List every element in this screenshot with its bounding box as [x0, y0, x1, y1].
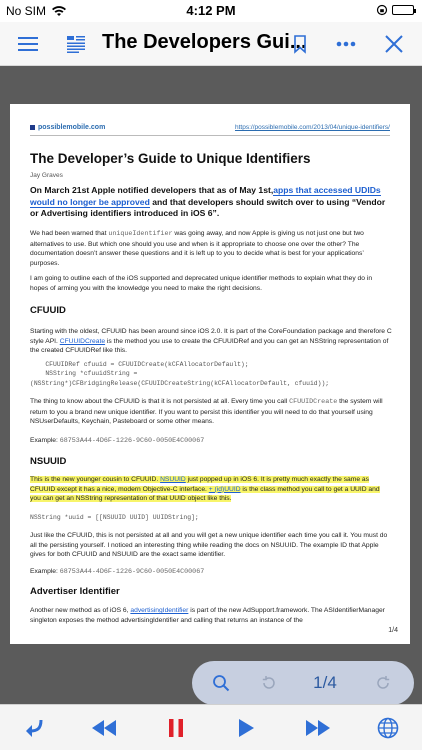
close-button[interactable]	[378, 28, 410, 60]
return-arrow-icon	[23, 717, 45, 739]
menu-button[interactable]	[12, 28, 44, 60]
fast-forward-button[interactable]	[302, 712, 334, 744]
nav-bar	[0, 22, 422, 66]
intro-paragraph-1: We had been warned that uniqueIdentifier was going away, and now Apple is giving us not just one but two alternatives to use. But which one should you use and when is it appropriate to choose one over the other? The documentation doesn’t answer these questions and it is left up to you to decide what is best for your applications’ purposes.	[30, 230, 364, 267]
more-options-button[interactable]	[330, 28, 362, 60]
rotate-left-button[interactable]	[252, 661, 286, 705]
article-author: Jay Graves	[30, 172, 63, 179]
pause-icon	[168, 718, 184, 738]
ellipsis-icon	[336, 41, 356, 47]
logo-square-icon	[30, 125, 35, 130]
search-button[interactable]	[204, 661, 238, 705]
page-indicator: 1/4	[388, 627, 398, 634]
bookmark-icon	[293, 35, 307, 53]
intro-paragraph-2: I am going to outline each of the iOS supported and deprecated unique identifier methods to explain what they do in hopes of arming you with the knowledge you need to make the right decisions.	[30, 275, 373, 292]
play-button[interactable]	[230, 712, 262, 744]
rotate-right-button[interactable]	[366, 661, 400, 705]
page-header	[30, 122, 390, 136]
nsuuid-code: NSString *uuid = [[NSUUID UUID] UUIDString];	[30, 514, 199, 521]
advertiser-paragraph-1: Another new method as of iOS 6, advertisingIdentifier is part of the new AdSupport.framework. The ASIdentifierManager singleton exposes the method advertisingIdentifier and calling that returns an instance of the	[30, 607, 385, 624]
cfuuid-example: Example: 68753A44-4D6F-1226-9C60-0050E4C00067	[30, 437, 205, 445]
article-title: The Developer’s Guide to Unique Identifiers	[30, 151, 311, 166]
pause-button[interactable]	[160, 712, 192, 744]
document-lines-icon	[66, 34, 86, 54]
bottom-toolbar	[0, 704, 422, 750]
battery-icon	[392, 5, 414, 15]
orientation-lock-icon	[376, 4, 388, 16]
cfuuid-paragraph-2: The thing to know about the CFUUID is that it is not persisted at all. Every time you call CFUUIDCreate the system will return to you a brand new unique identifier. If you want to persist this identifier you will need to do that yourself using NSUserDefaults, Keychain, Pasteboard or some other means.	[30, 398, 383, 425]
bookmark-button[interactable]	[284, 28, 316, 60]
cfuuidcreate-link[interactable]: CFUUIDCreate	[59, 337, 106, 345]
rewind-button[interactable]	[88, 712, 120, 744]
advertiser-heading: Advertiser Identifier	[30, 586, 120, 597]
nsuuid-heading: NSUUID	[30, 456, 67, 467]
header-url-link[interactable]: https://possiblemobile.com/2013/04/unique-identifiers/	[234, 124, 390, 131]
cfuuid-heading: CFUUID	[30, 305, 66, 316]
carrier-label: No SIM	[6, 4, 47, 18]
nsuuid-example: Example: 68753A44-4D6F-1226-9C60-0050E4C00067	[30, 568, 205, 576]
status-right	[376, 4, 414, 16]
document-outline-button[interactable]	[60, 28, 92, 60]
cfuuid-paragraph-1: Starting with the oldest, CFUUID has been around since iOS 2.0. It is part of the CoreFoundation package and therefore C style API. CFUUIDCreate is the method you use to create the CFUUIDRef and you can get an NSString representation of the created CFUUIDRef like this.	[30, 328, 392, 354]
uuid-method-link[interactable]: + (id)UUID	[208, 485, 241, 493]
page-counter[interactable]: 1/4	[313, 673, 337, 692]
site-logo: possiblemobile.com	[30, 124, 105, 131]
nsuuid-link[interactable]: NSUUID	[160, 476, 186, 483]
nsuuid-paragraph-1: This is the new younger cousin to CFUUID. NSUUID just popped up in iOS 6. It is pretty much exactly the same as CFUUID except it has a nice, modern Objective-C interface. + (id)UUID is the class method you call to get a UUID and you can get an NSString representation of that UUID object like this.	[30, 476, 380, 502]
pdf-page[interactable]	[10, 104, 410, 644]
close-icon	[385, 35, 403, 53]
document-title: The Developers Gui...	[102, 31, 307, 53]
status-bar	[0, 0, 422, 22]
back-button[interactable]	[18, 712, 50, 744]
nsuuid-paragraph-2: Just like the CFUUID, this is not persisted at all and you will get a new unique identifier each time you call it. You must do all the persisting yourself. I noticed an interesting thing while reading the docs on NSUUID. The example ID that Apple gives for both CFUUID and NSUUID are the exact same identifier.	[30, 532, 388, 558]
rewind-icon	[91, 719, 117, 737]
rotate-right-icon	[375, 675, 391, 691]
language-button[interactable]	[372, 712, 404, 744]
status-time: 4:12 PM	[186, 3, 236, 18]
advertising-identifier-link[interactable]: advertisingIdentifier	[130, 607, 189, 614]
fast-forward-icon	[305, 719, 331, 737]
lead-link[interactable]: apps that accessed UDIDs would no longer be approved	[30, 185, 381, 207]
rotate-left-icon	[261, 675, 277, 691]
play-icon	[237, 718, 255, 738]
cfuuid-code: CFUUIDRef cfuuid = CFUUIDCreate(kCFAllocatorDefault); NSString *cfuuidString = (NSString*)CFBridgingRelease(CFUUIDCreateString(kCFAllocatorDefault, cfuuid));	[30, 361, 330, 387]
floating-toolbar	[192, 661, 414, 705]
search-icon	[212, 674, 230, 692]
globe-icon	[377, 717, 399, 739]
hamburger-icon	[18, 36, 38, 52]
lead-paragraph: On March 21st Apple notified developers that as of May 1st,apps that accessed UDIDs would no longer be approved and that developers should switch over to using “Vendor or Advertising identifiers introduced in iOS 6”.	[30, 185, 386, 219]
